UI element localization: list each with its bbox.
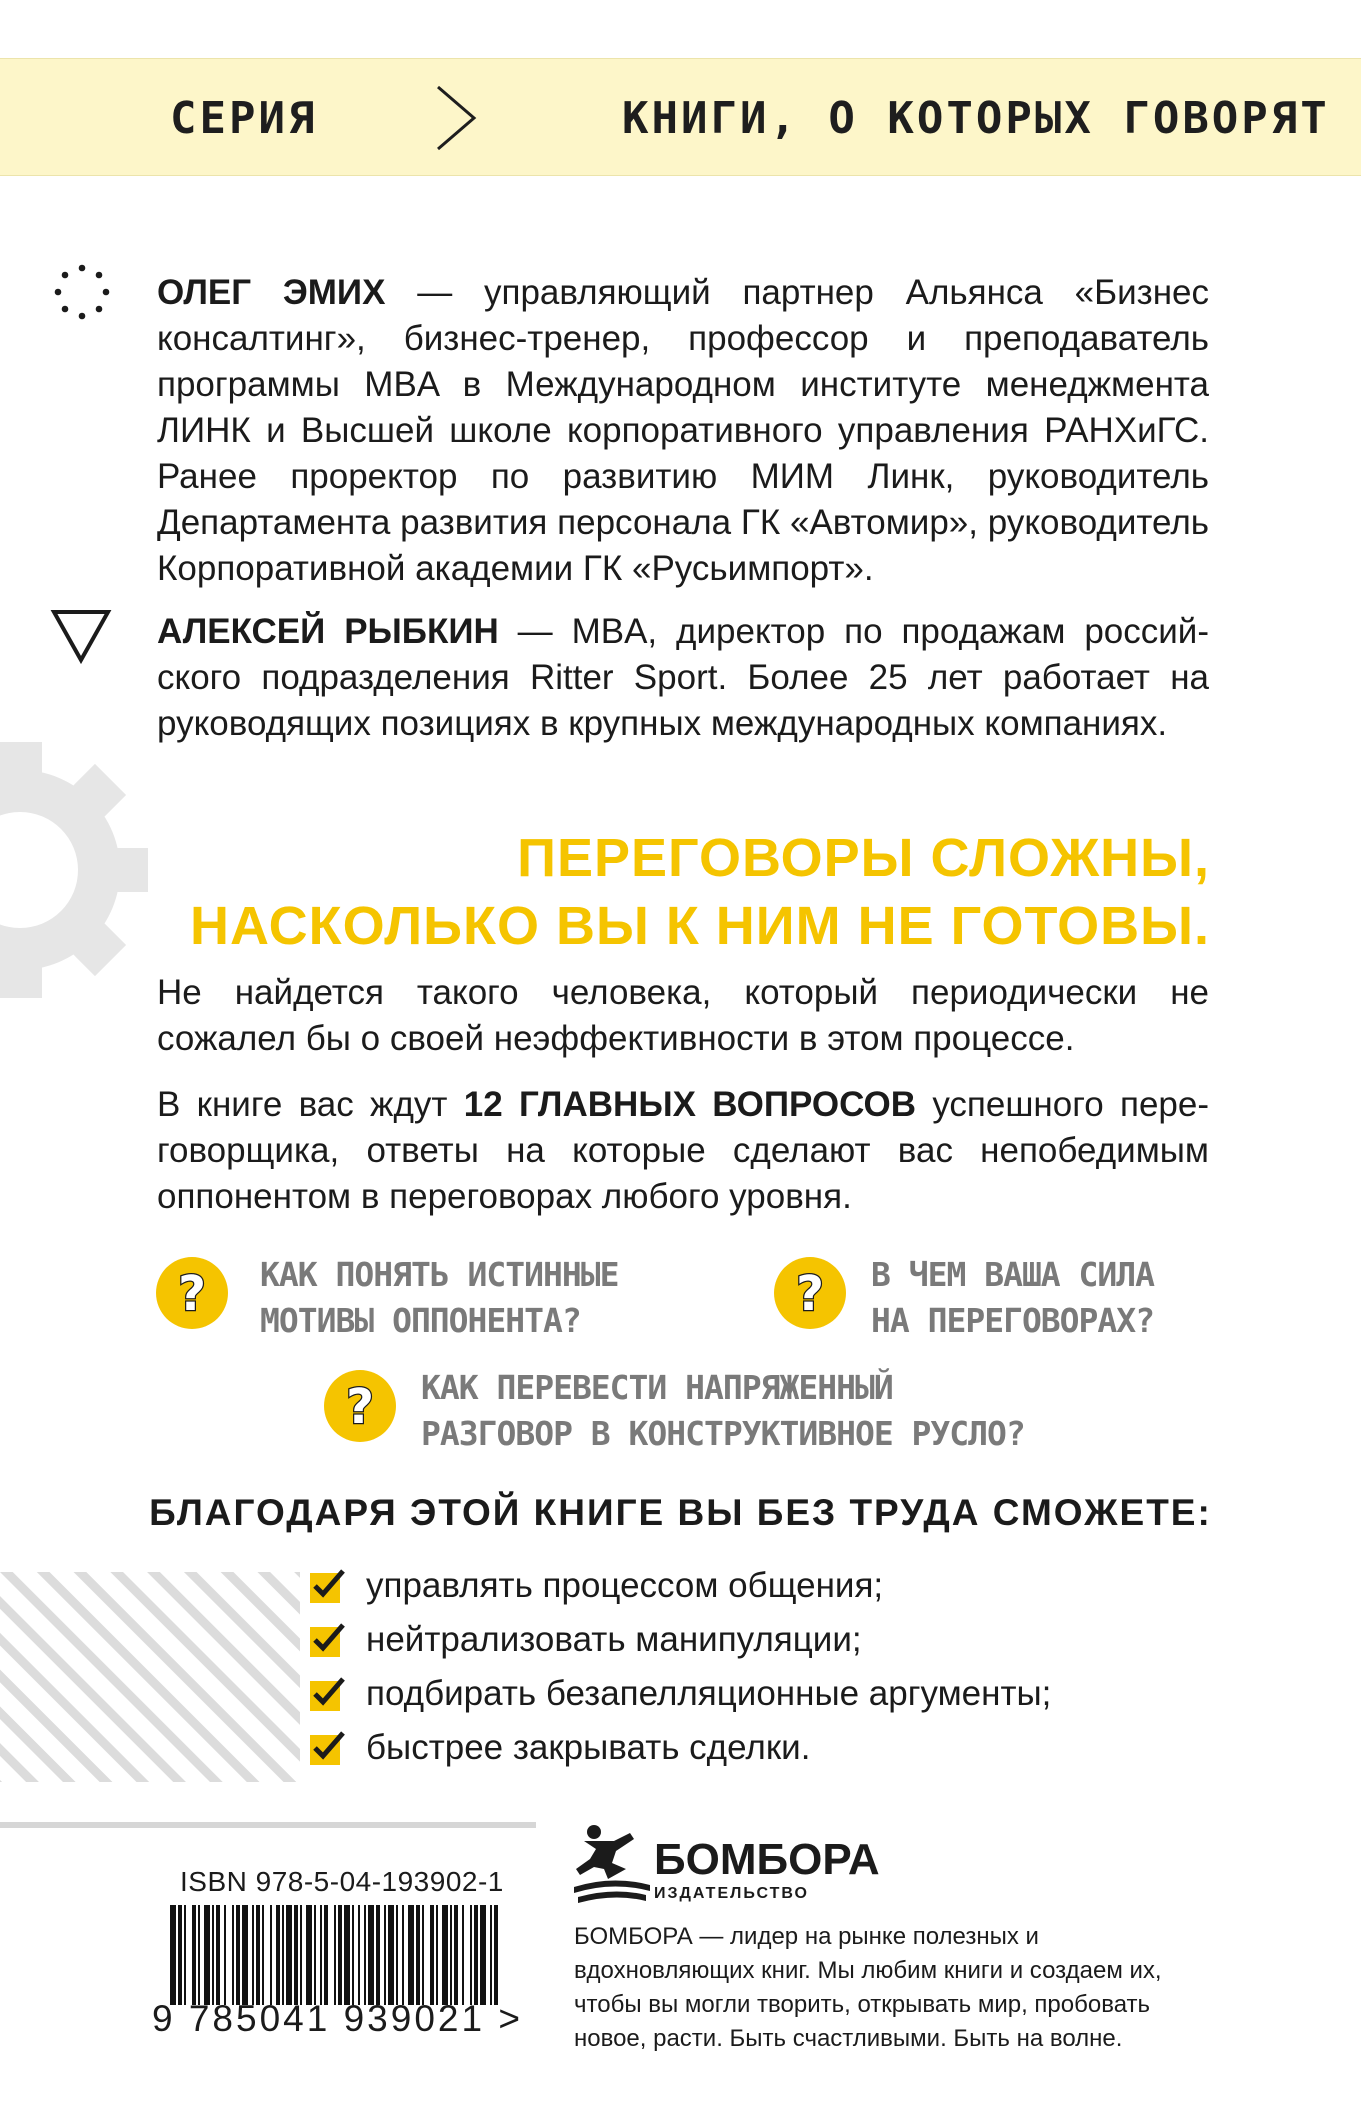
checkmark-icon xyxy=(310,1731,346,1765)
benefit-text: нейтрализовать манипуляции; xyxy=(366,1620,862,1659)
intro-paragraph-2 xyxy=(157,1082,1209,1220)
author-bio-text: — MBA, директор по продажам российского подразделения Ritter Sport. Более 25 лет работает на руководящих позициях в крупных международных компаниях. xyxy=(157,612,1210,743)
intro-text: успешного переговорщика, ответы на которые сделают вас непобедимым оппонентом в переговорах любого уровня. xyxy=(157,1085,1209,1216)
intro-paragraph-1: Не найдется такого человека, который периодически не сожалел бы о своей неэффективности в этом процессе. xyxy=(157,973,1209,1058)
headline-line-1: ПЕРЕГОВОРЫ СЛОЖНЫ, xyxy=(517,828,1210,888)
barcode-number: 9 785041 939021 > xyxy=(152,1998,523,2039)
benefit-text: управлять процессом общения; xyxy=(366,1566,884,1605)
author-bio-emikh xyxy=(157,270,1209,592)
benefit-text: быстрее закрывать сделки. xyxy=(366,1728,811,1767)
question-line: НА ПЕРЕГОВОРАХ? xyxy=(871,1301,1155,1340)
diagonal-stripes-decoration xyxy=(0,1572,300,1782)
checkmark-icon xyxy=(310,1569,346,1603)
gear-icon xyxy=(0,730,160,1010)
question-line: КАК ПЕРЕВЕСТИ НАПРЯЖЕННЫЙ xyxy=(421,1368,893,1407)
chevron-right-icon xyxy=(430,83,480,153)
publisher-logo-icon xyxy=(574,1823,650,1907)
checkmark-icon xyxy=(310,1677,346,1711)
benefits-heading: БЛАГОДАРЯ ЭТОЙ КНИГЕ ВЫ БЕЗ ТРУДА СМОЖЕТЕ: xyxy=(149,1492,1212,1533)
benefit-text: подбирать безапелляционные аргументы; xyxy=(366,1674,1052,1713)
author-bio-text: — управляющий партнер Альянса «Бизнес консалтинг», бизнес-тренер, профессор и преподаватель программы MBA в Международном институте менеджмента ЛИНК и Высшей школе корпоративного управления РАНХиГС. Ранее проректор по развитию МИМ Линк, руководитель Департамента развития персонала ГК «Автомир», руководитель Корпоративной академии ГК «Русьимпорт». xyxy=(157,273,1209,588)
intro-text: В книге вас ждут xyxy=(157,1085,464,1124)
headline-line-2: НАСКОЛЬКО ВЫ К НИМ НЕ ГОТОВЫ. xyxy=(190,896,1210,956)
author-name: ОЛЕГ ЭМИХ xyxy=(157,273,386,312)
publisher-tagline: ИЗДАТЕЛЬСТВО xyxy=(654,1885,809,1902)
question-mark-icon xyxy=(155,1256,229,1330)
isbn-label: ISBN 978-5-04-193902-1 xyxy=(180,1866,504,1897)
series-name: КНИГИ, О КОТОРЫХ ГОВОРЯТ xyxy=(622,93,1330,144)
question-text xyxy=(421,1365,1025,1457)
checkmark-icon xyxy=(310,1623,346,1657)
headline xyxy=(150,824,1210,960)
publisher-name: БОМБОРА xyxy=(654,1835,880,1884)
svg-text:?: ? xyxy=(796,1266,824,1322)
barcode xyxy=(170,1905,500,2005)
intro-highlight: 12 ГЛАВНЫХ ВОПРОСОВ xyxy=(463,1085,917,1124)
series-label: СЕРИЯ xyxy=(170,93,318,144)
svg-text:?: ? xyxy=(346,1379,374,1435)
question-line: КАК ПОНЯТЬ ИСТИННЫЕ xyxy=(260,1255,619,1294)
author-name: АЛЕКСЕЙ РЫБКИН xyxy=(157,612,499,651)
dotted-circle-icon xyxy=(52,262,112,322)
triangle-down-icon xyxy=(50,606,112,666)
publisher-description: БОМБОРА — лидер на рынке полезных и вдохновляющих книг. Мы любим книги и создаем их, чтобы вы могли творить, открывать мир, пробовать новое, расти. Быть счастливыми. Быть на волне. xyxy=(574,1923,1162,2052)
series-banner xyxy=(0,58,1361,176)
author-bio-rybkin xyxy=(157,609,1209,747)
question-text xyxy=(871,1252,1154,1344)
question-mark-icon xyxy=(323,1369,397,1443)
svg-text:?: ? xyxy=(178,1266,206,1322)
divider xyxy=(0,1822,536,1828)
question-line: МОТИВЫ ОППОНЕНТА? xyxy=(260,1301,581,1340)
question-mark-icon xyxy=(773,1256,847,1330)
question-text xyxy=(260,1252,619,1344)
question-line: В ЧЕМ ВАША СИЛА xyxy=(871,1255,1155,1294)
question-line: РАЗГОВОР В КОНСТРУКТИВНОЕ РУСЛО? xyxy=(421,1414,1025,1453)
